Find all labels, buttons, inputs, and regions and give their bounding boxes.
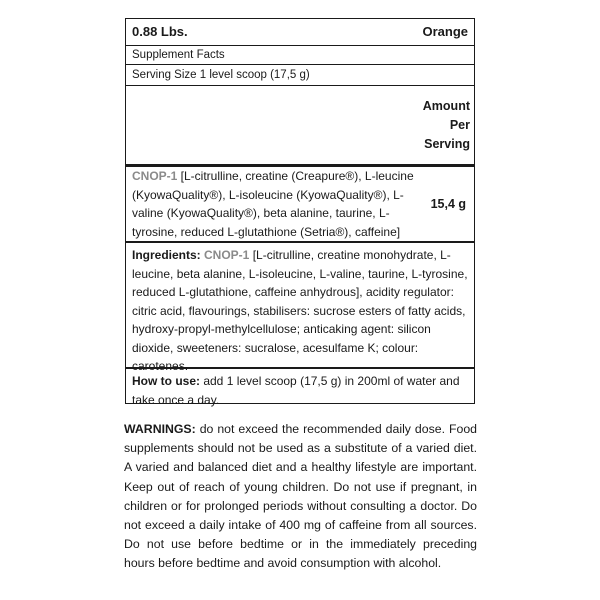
ingredients-text: [L-citrulline, creatine monohydrate, L-leucine, beta alanine, L-isoleucine, L-valine, taurine, L-tyrosine, reduced L-glutathione, caffeine anhydrous], acidity regulator: citric acid, flavourings, stabilisers: sucrose esters of fatty acids, hydroxy-propyl-methylcellulose; anticaking agent: silicon dioxide, sweeteners: sucralose, acesulfame K; colour: carotenes. bbox=[132, 248, 468, 373]
facts-title-row bbox=[126, 46, 474, 65]
cnop-composition: [L-citrulline, creatine (Creapure®), L-leucine (KyowaQuality®), L-isoleucine (KyowaQuality®), L-valine (KyowaQuality®), beta alanine, taurine, L-tyrosine, reduced L-glutathione (Setria®), caffeine] bbox=[132, 169, 414, 239]
ingredients-label: Ingredients: bbox=[132, 248, 201, 262]
how-to-use-row bbox=[126, 369, 474, 412]
flavor-name: Orange bbox=[422, 24, 468, 39]
ingredients-product-name: CNOP-1 bbox=[204, 248, 250, 262]
amount-header-line: Serving bbox=[424, 136, 470, 151]
warnings-label: WARNINGS: bbox=[124, 422, 196, 436]
amount-header-row bbox=[126, 86, 474, 167]
cnop-description bbox=[132, 167, 424, 241]
serving-size-row bbox=[126, 65, 474, 86]
net-weight: 0.88 Lbs. bbox=[132, 24, 188, 39]
label-header bbox=[126, 19, 474, 46]
amount-per-serving-header bbox=[420, 97, 470, 154]
supplement-facts-panel bbox=[125, 18, 475, 407]
how-to-use-label: How to use: bbox=[132, 374, 200, 388]
how-to-use-text: add 1 level scoop (17,5 g) in 200ml of water and take once a day. bbox=[132, 374, 460, 407]
cnop-name: CNOP-1 bbox=[132, 169, 178, 183]
facts-title: Supplement Facts bbox=[132, 49, 225, 61]
serving-size: Serving Size 1 level scoop (17,5 g) bbox=[132, 69, 310, 81]
ingredients-row bbox=[126, 243, 474, 373]
warnings-text: do not exceed the recommended daily dose. Food supplements should not be used as a substitute of a varied diet. A varied and balanced diet and a healthy lifestyle are important. Keep out of reach of young children. Do not use if pregnant, in children or for prolonged periods without consulting a doctor. Do not exceed a daily intake of 400 mg of caffeine from all sources. Do not use before bedtime or in the immediately preceding hours before bedtime and avoid consumption with alcohol. bbox=[124, 422, 477, 571]
warnings-block bbox=[124, 420, 477, 574]
cnop-row bbox=[126, 167, 474, 243]
cnop-amount: 15,4 g bbox=[430, 197, 466, 211]
amount-header-line: Amount bbox=[422, 98, 470, 113]
amount-header-line: Per bbox=[449, 117, 470, 132]
